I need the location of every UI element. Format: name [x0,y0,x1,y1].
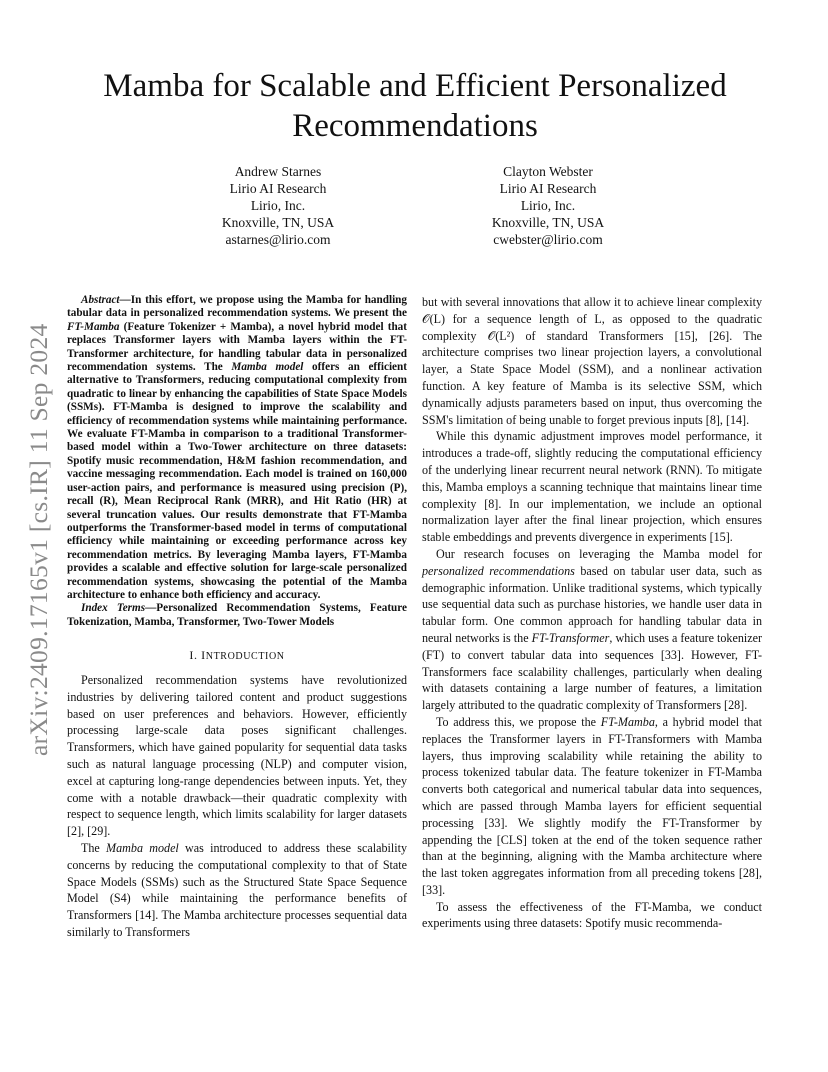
author-location: Knoxville, TN, USA [491,215,605,230]
abstract [67,294,407,602]
paragraph-emphasis: personalized recommendations [422,563,575,578]
index-terms [67,602,407,629]
paragraph-emphasis: FT-Transformer [531,630,610,645]
index-terms-label: Index Terms [81,602,146,615]
author-email: cwebster@lirio.com [493,232,603,247]
author-organization: Lirio AI Research [229,181,327,196]
abstract-text: —In this effort, we propose using the Mamba for handling tabular data in personalized recommendation systems. We present the [67,294,407,320]
author-company: Lirio, Inc. [250,198,306,213]
abstract-label: Abstract [81,294,120,306]
arxiv-identifier [19,296,59,756]
paragraph-text: Our research focuses on leveraging the Mamba model for [436,546,762,561]
paragraph-text: , which uses a feature tokenizer (FT) to convert tabular data into sequences [33]. However, FT-Transformers face scalability challenges, particularly when dealing with datasets containing a large number of features, a limitation largely attributed to the quadratic complexity of Transformers [28]. [422,630,762,713]
abstract-text: (Feature Tokenizer + Mamba), a novel hybrid model that replaces Transformer layers with Mamba layers within the FT-Transformer architecture, for handling tabular data in personalized recommendation systems. The [67,320,407,374]
paragraph [422,546,762,714]
paragraph: To assess the effectiveness of the FT-Mamba, we conduct experiments using three datasets: Spotify music recommenda- [422,899,762,931]
paragraph [67,840,407,941]
index-terms-text: —Personalized Recommendation Systems, Feature Tokenization, Mamba, Transformer, Two-Tower Models [67,602,407,628]
abstract-emphasis: Mamba model [231,361,304,374]
paragraph-text: To address this, we propose the [436,714,601,729]
author-name: Andrew Starnes [234,164,322,179]
paragraph: but with several innovations that allow it to achieve linear complexity 𝒪(L) for a sequence length of L, as opposed to the quadratic complexity 𝒪(L²) of standard Transformers [15], [26]. The architecture comprises two linear projection layers, a convolutional layer, a State Space Model (SSM), and a nonlinear activation function. A key feature of Mamba is its selective SSM, which dynamically adjusts parameters based on input, thus overcoming the SSM's limitation of being unable to forget previous inputs [8], [14]. [422,295,762,427]
paragraph: Personalized recommendation systems have revolutionized industries by delivering tailored content and product suggestions based on user preferences and behaviors. However, efficiently processing large-scale data poses significant challenges. Transformers, which have gained popularity for sequential data tasks such as natural language processing (NLP) and computer vision, excel at capturing long-range dependencies between inputs. Yet, they come with a notable drawback—their quadratic complexity with respect to sequence length, which limits scalability for larger datasets [2], [29]. [67,672,407,839]
author-location: Knoxville, TN, USA [221,215,335,230]
section-title-rest: NTRODUCTION [205,651,285,663]
paragraph-text: based on tabular user data, such as demographic information. Unlike traditional systems, which typically use sequential data such as purchase histories, we handle user data in tabular form. One common approach for handling tabular data in neural networks is the [422,563,762,645]
section-heading-introduction [67,647,407,666]
left-column [67,294,407,941]
section-number: I. [189,648,202,663]
abstract-text: offers an efficient alternative to Transformers, reducing computational complexity from quadratic to linear by enhancing the capabilities of State Space Models (SSMs). FT-Mamba is designed to improve the scalability and efficiency of recommendation systems while maintaining performance. We evaluate FT-Mamba in comparison to a traditional Transformer-based model within a Two-Tower architecture on three datasets: Spotify music recommendation, H&M fashion recommendation, and vaccine messaging recommendation. Each model is trained on 160,000 user-action pairs, and performance is measured using precision (P), recall (R), Mean Reciprocal Rank (MRR), and Hit Ratio (HR) at several truncation values. Our results demonstrate that FT-Mamba outperforms the Transformer-based model in terms of computational efficiency while maintaining or exceeding performance across key recommendation metrics. By leveraging Mamba layers, FT-Mamba provides a scalable and effective solution for large-scale personalized recommendation systems, showcasing the potential of the Mamba architecture to enhance both efficiency and accuracy. [67,361,407,601]
paper-title: Mamba for Scalable and Efficient Personalized Recommendations [103,68,727,144]
arxiv-identifier-text: arXiv:2409.17165v1 [cs.IR] 11 Sep 2024 [24,323,53,756]
author-company: Lirio, Inc. [520,198,576,213]
paragraph-emphasis: FT-Mamba [600,714,655,729]
abstract-emphasis: FT-Mamba [67,320,120,333]
paragraph-text: , a hybrid model that replaces the Transformer layers in FT-Transformers with Mamba layers, thus improving scalability while retaining the ability to process tokenized tabular data. The feature tokenizer in FT-Mamba converts both categorical and numerical tabular data into sequences, which are passed through Mamba layers for efficient sequential processing [33]. We slightly modify the FT-Transformer by appending the [CLS] token at the end of the token sequence rather than at the beginning, aligning with the Mamba architecture where the last token aggregates information from all preceding tokens [28], [33]. [422,714,762,897]
author-block-2 [418,163,678,248]
paragraph-emphasis: Mamba model [106,840,179,855]
right-column [422,294,762,932]
author-organization: Lirio AI Research [499,181,597,196]
paragraph-text: The [81,840,107,855]
paragraph: While this dynamic adjustment improves model performance, it introduces a trade-off, slightly reducing the computational efficiency of the underlying linear recurrent neural network (RNN). To mitigate this, Mamba employs a scanning technique that maintains linear time complexity [8]. In our implementation, we include an optional normalization layer after the final linear projection, which ensures stable embeddings and prevents divergence in experiments [15]. [422,429,762,545]
paragraph-text: was introduced to address these scalability concerns by reducing the computational complexity to that of State Space Models (SSMs) such as the Structured State Space Sequence Model (S4) while maintaining the performance benefits of Transformers [14]. The Mamba architecture processes sequential data similarly to Transformers [67,840,407,939]
paragraph [422,714,762,899]
section-title-initial: I [201,648,206,663]
author-email: astarnes@lirio.com [225,232,331,247]
author-name: Clayton Webster [503,164,593,179]
author-block-1 [148,163,408,248]
